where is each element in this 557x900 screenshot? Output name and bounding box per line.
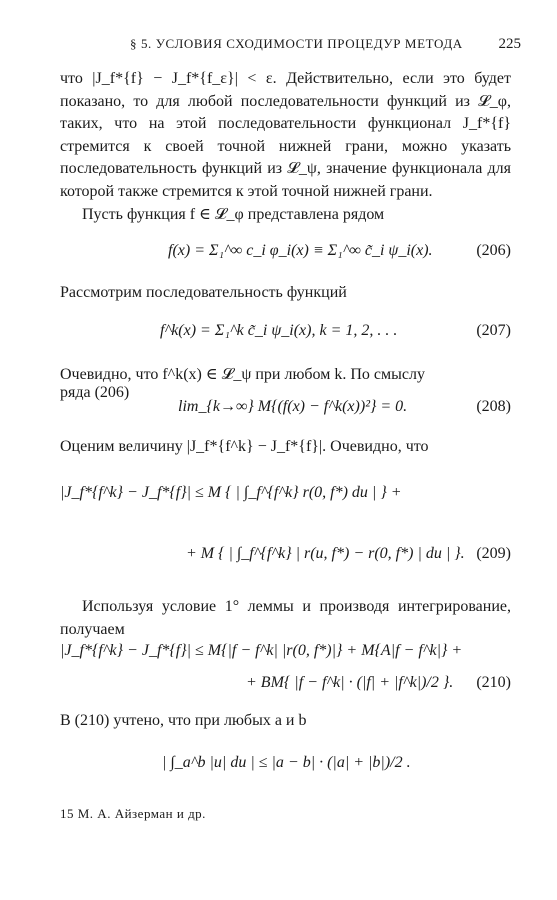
- page-header: [70, 36, 521, 53]
- equation-210-line-1: |J_f*{f^k} − J_f*{f}| ≤ M{|f − f^k| |r(0, f*)|} + M{A|f − f^k|} +: [60, 642, 463, 659]
- paragraph-7: В (210) учтено, что при любых a и b: [60, 712, 307, 729]
- equation-integral-inequality: | ∫_a^b |u| du | ≤ |a − b| · (|a| + |b|)/2 .: [162, 754, 411, 771]
- paragraph-4-line-2: ряда (206): [60, 384, 130, 401]
- equation-209-line-1: |J_f*{f^k} − J_f*{f}| ≤ M { | ∫_f^{f^k} r(0, f*) du | } +: [60, 484, 402, 501]
- equation-207-number: (207): [476, 322, 511, 339]
- equation-209-line-2: + M { | ∫_f^{f^k} | r(u, f*) − r(0, f*) | du | }.: [186, 545, 465, 562]
- equation-208: lim_{k→∞} M{(f(x) − f^k(x))²} = 0.: [178, 398, 408, 415]
- paragraph-1: что |J_f*{f} − J_f*{f_ε}| < ε. Действительно, если это будет показано, то для любой последовательности функций из 𝓛_φ, таких, что на этой последовательности функционал J_f*{f} стремится к своей точной нижней грани, можно указать последовательность функций из 𝓛_ψ, значение функционала для которой также стремится к этой точной нижней грани.: [60, 70, 511, 200]
- equation-209-number: (209): [476, 545, 511, 562]
- equation-206-number: (206): [476, 242, 511, 259]
- equation-208-number: (208): [476, 398, 511, 415]
- paragraph-2: Пусть функция f ∈ 𝓛_φ представлена рядом: [82, 206, 385, 223]
- running-head: § 5. УСЛОВИЯ СХОДИМОСТИ ПРОЦЕДУР МЕТОДА: [130, 36, 463, 51]
- paragraph-3: Рассмотрим последовательность функций: [60, 284, 347, 301]
- paragraph-4-line-1: Очевидно, что f^k(x) ∈ 𝓛_ψ при любом k. По смыслу: [60, 366, 425, 383]
- signature-footer: 15 М. А. Айзерман и др.: [60, 806, 206, 821]
- equation-210-line-2: + BM{ |f − f^k| · (|f| + |f^k|)/2 }.: [246, 674, 454, 691]
- equation-207: f^k(x) = Σ₁^k c̃_i ψ_i(x), k = 1, 2, . . .: [160, 322, 398, 339]
- equation-210-number: (210): [476, 674, 511, 691]
- paragraph-6: Используя условие 1° леммы и производя интегрирование, получаем: [60, 598, 511, 638]
- page-number: 225: [498, 36, 521, 52]
- paragraph-5: Оценим величину |J_f*{f^k} − J_f*{f}|. Очевидно, что: [60, 438, 429, 455]
- equation-206: f(x) = Σ₁^∞ c_i φ_i(x) ≡ Σ₁^∞ c̃_i ψ_i(x).: [168, 242, 433, 259]
